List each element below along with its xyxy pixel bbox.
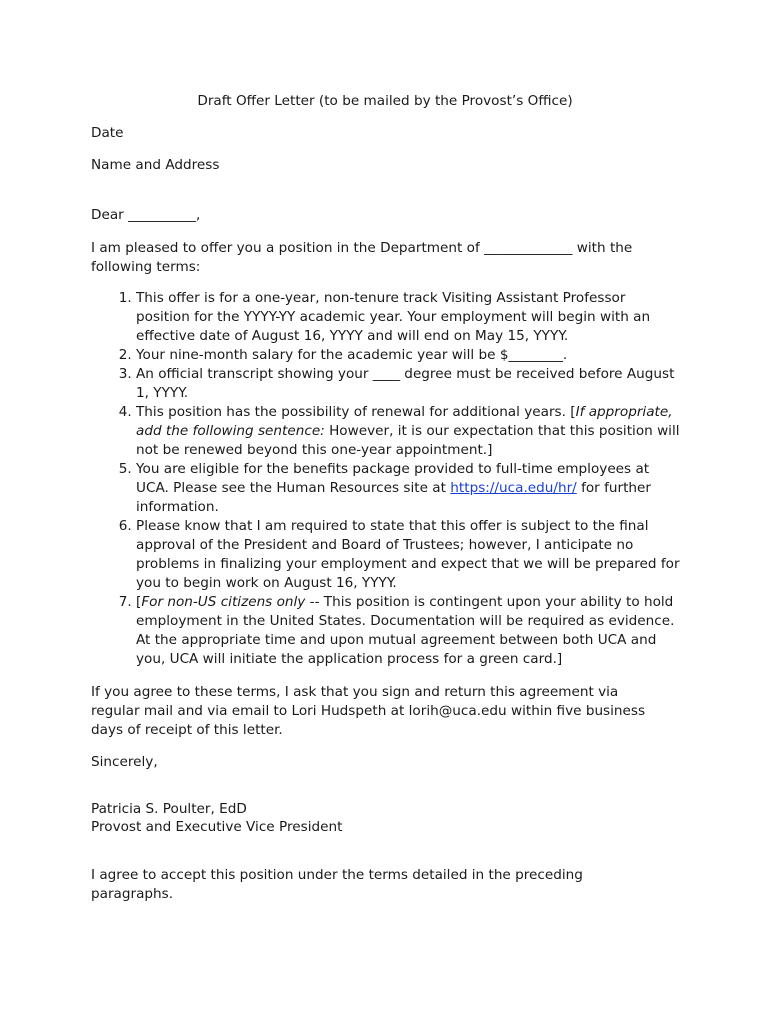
term-italic-note: If appropriate, add the following sentence:	[136, 404, 673, 439]
term-item-6	[136, 517, 681, 593]
term-italic-note: For non-US citizens only	[141, 594, 306, 610]
term-item-7	[136, 593, 681, 669]
term-item-5	[136, 460, 681, 517]
name-address-line: Name and Address	[91, 157, 220, 173]
term-text: [	[136, 594, 142, 610]
term-item-4	[136, 403, 681, 460]
term-text: This offer is for a one-year, non-tenure track Visiting Assistant Professor position for the YYYY-YY academic year. Your employment will begin with an effective date of August 16, YYYY and will end on May 15, YYYY.	[136, 290, 651, 344]
term-item-2	[136, 346, 681, 365]
term-text: An official transcript showing your ____ degree must be received before August 1, YYYY.	[136, 366, 675, 401]
term-text: Please know that I am required to state that this offer is subject to the final approval of the President and Board of Trustees; however, I anticipate no problems in finalizing your employment and expect that we will be prepared for you to begin work on August 16, YYYY.	[136, 518, 680, 591]
salutation: Dear __________,	[91, 207, 201, 223]
letter-title: Draft Offer Letter (to be mailed by the Provost’s Office)	[197, 93, 573, 109]
hr-site-link[interactable]: https://uca.edu/hr/	[450, 480, 577, 496]
signer-title: Provost and Executive Vice President	[91, 819, 343, 835]
intro-paragraph: I am pleased to offer you a position in the Department of _____________ with the following terms:	[91, 240, 633, 275]
terms-list	[91, 289, 681, 669]
agreement-paragraph: If you agree to these terms, I ask that you sign and return this agreement via regular mail and via email to Lori Hudspeth at lorih@uca.edu within five business days of receipt of this letter.	[91, 684, 646, 738]
term-text: for further information.	[136, 480, 651, 515]
term-text: This position has the possibility of renewal for additional years. [	[136, 404, 576, 420]
acceptance-statement: I agree to accept this position under the terms detailed in the preceding paragraphs.	[91, 867, 583, 902]
term-item-1	[136, 289, 681, 346]
term-text: -- This position is contingent upon your ability to hold employment in the United States. Documentation will be required as evidence. At the appropriate time and upon mutual agreement between both UCA and you, UCA will initiate the application process for a green card.]	[136, 594, 675, 667]
term-item-3	[136, 365, 681, 403]
date-line: Date	[91, 125, 124, 141]
term-text: However, it is our expectation that this position will not be renewed beyond this one-year appointment.]	[136, 423, 680, 458]
closing: Sincerely,	[91, 754, 158, 770]
term-text: Your nine-month salary for the academic year will be $________.	[136, 347, 568, 363]
term-text: You are eligible for the benefits package provided to full-time employees at UCA. Please see the Human Resources site at	[136, 461, 650, 496]
signer-name: Patricia S. Poulter, EdD	[91, 801, 247, 817]
